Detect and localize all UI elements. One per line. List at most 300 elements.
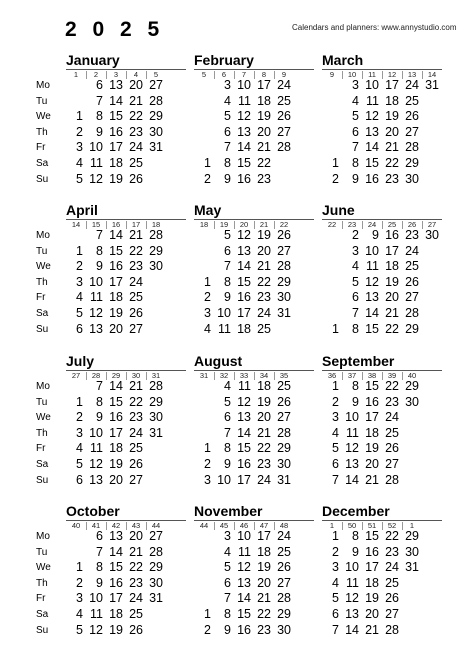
day-cell: 1 [76,243,83,258]
day-cell: 5 [332,441,339,456]
week-number: 50 [347,521,357,530]
day-cell: 23 [257,622,271,637]
day-cell: 16 [109,124,123,139]
day-cell: 26 [405,274,419,289]
day-cell: 12 [345,591,359,606]
week-number: 13 [407,70,417,79]
day-cell: 28 [277,591,291,606]
week-number: 51 [367,521,377,530]
day-cell: 6 [224,243,231,258]
day-cell: 7 [224,591,231,606]
day-cell: 16 [237,290,251,305]
day-cell: 9 [352,544,359,559]
day-cell: 9 [96,410,103,425]
day-cell: 8 [96,560,103,575]
day-cell: 8 [352,156,359,170]
day-cell: 3 [352,78,359,92]
day-cell: 4 [224,93,231,108]
day-cell: 23 [257,457,271,471]
week-number: 12 [387,70,397,79]
day-cell: 25 [277,544,291,559]
week-number: 36 [327,371,337,380]
month-name: November [194,503,263,519]
day-cell: 19 [365,591,379,606]
day-cell: 15 [365,156,379,170]
day-cell: 28 [405,140,419,155]
day-cell: 26 [129,306,143,320]
day-cell: 24 [405,78,419,92]
day-cell: 26 [129,622,143,637]
day-cell: 21 [365,622,379,637]
weekday-label: Th [36,577,48,589]
day-cell: 27 [149,529,163,543]
day-cell: 30 [149,410,163,425]
day-cell: 20 [257,410,271,425]
day-cell: 21 [257,591,271,606]
day-cell: 27 [277,410,291,425]
day-cell: 17 [365,410,379,425]
day-cell: 11 [90,156,103,170]
day-cell: 23 [385,544,399,559]
weekday-label: Fr [36,443,46,455]
day-cell: 20 [365,607,379,621]
day-cell: 15 [109,109,123,124]
day-cell: 11 [366,259,379,274]
day-cell: 13 [109,78,123,92]
day-cell: 10 [89,274,103,289]
day-cell: 10 [217,472,231,487]
day-cell: 13 [237,243,251,258]
day-cell: 29 [277,607,291,621]
day-cell: 14 [109,228,123,242]
day-cell: 31 [277,472,291,487]
day-cell: 19 [257,394,271,409]
day-cell: 16 [365,171,379,186]
day-cell: 21 [385,306,399,320]
weekday-label: Su [36,624,49,636]
week-number: 30 [131,371,141,380]
day-cell: 11 [238,379,251,393]
day-cell: 13 [365,124,379,139]
weekday-label: We [36,412,51,424]
day-cell: 13 [89,472,103,487]
day-cell: 4 [224,379,231,393]
weekday-label: We [36,261,51,273]
day-cell: 10 [345,410,359,425]
day-cell: 8 [352,379,359,393]
day-cell: 17 [365,560,379,575]
day-cell: 25 [129,290,143,305]
week-number: 21 [259,220,269,229]
day-cell: 29 [149,243,163,258]
day-cell: 1 [204,607,211,621]
day-cell: 9 [96,259,103,274]
day-cell: 23 [129,575,143,590]
day-cell: 24 [129,425,143,440]
day-cell: 25 [129,607,143,621]
week-number: 16 [111,220,121,229]
day-cell: 12 [89,622,103,637]
day-cell: 15 [109,243,123,258]
day-cell: 16 [365,394,379,409]
day-cell: 6 [76,321,83,336]
week-number: 1 [73,70,79,79]
day-cell: 11 [238,93,251,108]
day-cell: 16 [385,228,399,242]
day-cell: 1 [204,156,211,170]
day-cell: 7 [224,259,231,274]
day-cell: 10 [365,243,379,258]
weekday-label: Sa [36,308,49,319]
day-cell: 26 [385,591,399,606]
day-cell: 18 [257,544,271,559]
month-name: July [66,353,95,369]
day-cell: 26 [129,171,143,186]
day-cell: 19 [385,274,399,289]
day-cell: 24 [129,274,143,289]
day-cell: 16 [109,259,123,274]
day-cell: 28 [405,306,419,320]
week-number: 42 [111,521,121,530]
week-number: 5 [201,70,207,79]
day-cell: 17 [109,425,123,440]
day-cell: 5 [224,109,231,124]
day-cell: 26 [277,394,291,409]
day-cell: 24 [405,243,419,258]
day-cell: 29 [149,109,163,124]
day-cell: 2 [332,171,339,186]
day-cell: 15 [237,156,251,170]
weekday-label: Fr [36,292,46,304]
day-cell: 5 [224,228,231,242]
day-cell: 23 [257,171,271,186]
credit-link[interactable]: Calendars and planners: www.annystudio.com [292,23,457,32]
week-number: 32 [219,371,229,380]
month-name: May [194,202,222,218]
day-cell: 28 [149,379,163,393]
day-cell: 27 [129,321,143,336]
day-cell: 18 [109,441,123,456]
day-cell: 4 [224,544,231,559]
month-name: October [66,503,120,519]
day-cell: 9 [224,457,231,471]
day-cell: 8 [96,394,103,409]
week-number: 3 [113,70,119,79]
day-cell: 23 [385,394,399,409]
day-cell: 9 [224,622,231,637]
day-cell: 6 [352,290,359,305]
day-cell: 14 [345,622,359,637]
day-cell: 27 [385,607,399,621]
day-cell: 4 [332,575,339,590]
week-number: 45 [219,521,229,530]
day-cell: 17 [385,243,399,258]
day-cell: 11 [238,544,251,559]
day-cell: 6 [224,575,231,590]
week-number: 14 [71,220,81,229]
day-cell: 27 [405,290,419,305]
day-cell: 14 [109,93,123,108]
week-number: 31 [199,371,209,380]
day-cell: 3 [224,78,231,92]
day-cell: 18 [365,575,379,590]
weekday-label: Mo [36,230,50,241]
day-cell: 14 [237,259,251,274]
day-cell: 24 [385,560,399,575]
day-cell: 4 [352,259,359,274]
day-cell: 11 [90,290,103,305]
day-cell: 5 [352,109,359,124]
weekday-label: Mo [36,531,50,542]
day-cell: 22 [257,274,271,289]
day-cell: 6 [76,472,83,487]
day-cell: 25 [277,379,291,393]
day-cell: 30 [277,290,291,305]
day-cell: 20 [109,472,123,487]
day-cell: 5 [224,394,231,409]
day-cell: 18 [109,607,123,621]
day-cell: 14 [237,140,251,155]
day-cell: 25 [257,321,271,336]
day-cell: 5 [76,622,83,637]
week-number: 29 [111,371,121,380]
month-name: August [194,353,243,369]
day-cell: 26 [277,228,291,242]
day-cell: 4 [204,321,211,336]
day-cell: 1 [76,109,83,124]
day-cell: 4 [76,607,83,621]
day-cell: 1 [332,529,339,543]
weekday-label: Mo [36,80,50,91]
weekday-label: Su [36,323,49,335]
day-cell: 11 [218,321,231,336]
day-cell: 18 [109,156,123,170]
day-cell: 11 [90,607,103,621]
week-number: 41 [91,521,101,530]
day-cell: 21 [129,544,143,559]
day-cell: 21 [365,472,379,487]
day-cell: 27 [129,472,143,487]
day-cell: 29 [405,529,419,543]
day-cell: 18 [385,93,399,108]
day-cell: 18 [385,259,399,274]
week-number: 34 [259,371,269,380]
week-number: 25 [387,220,397,229]
day-cell: 22 [257,156,271,170]
week-number: 14 [427,70,437,79]
day-cell: 11 [346,575,359,590]
day-cell: 8 [96,243,103,258]
day-cell: 3 [204,472,211,487]
weekday-label: Su [36,474,49,486]
month-name: January [66,52,120,68]
day-cell: 27 [277,243,291,258]
weekday-label: Th [36,276,48,288]
day-cell: 13 [237,575,251,590]
day-cell: 2 [76,259,83,274]
day-cell: 1 [204,274,211,289]
day-cell: 19 [109,171,123,186]
day-cell: 16 [237,171,251,186]
day-cell: 14 [345,472,359,487]
week-number: 9 [329,70,335,79]
week-number: 31 [151,371,161,380]
week-number: 7 [241,70,247,79]
weekday-label: Su [36,173,49,185]
day-cell: 28 [277,425,291,440]
day-cell: 19 [109,622,123,637]
day-cell: 7 [96,93,103,108]
day-cell: 13 [89,321,103,336]
day-cell: 12 [237,394,251,409]
day-cell: 22 [385,321,399,336]
day-cell: 29 [405,321,419,336]
day-cell: 20 [385,290,399,305]
day-cell: 3 [76,591,83,606]
day-cell: 18 [237,321,251,336]
day-cell: 13 [237,124,251,139]
day-cell: 20 [129,78,143,92]
day-cell: 22 [129,109,143,124]
day-cell: 19 [109,306,123,320]
day-cell: 5 [76,457,83,471]
month-name: March [322,52,364,68]
day-cell: 14 [237,591,251,606]
day-cell: 11 [346,425,359,440]
day-cell: 1 [76,394,83,409]
month-name: September [322,353,395,369]
week-number: 6 [221,70,227,79]
day-cell: 8 [352,321,359,336]
day-cell: 26 [277,560,291,575]
day-cell: 6 [224,410,231,425]
day-cell: 29 [277,274,291,289]
day-cell: 5 [224,560,231,575]
day-cell: 15 [237,274,251,289]
day-cell: 26 [129,457,143,471]
day-cell: 21 [129,93,143,108]
weekday-label: Sa [36,459,49,470]
day-cell: 9 [96,124,103,139]
day-cell: 11 [366,93,379,108]
day-cell: 9 [352,171,359,186]
day-cell: 14 [365,140,379,155]
day-cell: 1 [76,560,83,575]
weekday-label: Th [36,126,48,138]
day-cell: 1 [332,156,339,170]
day-cell: 14 [237,425,251,440]
day-cell: 28 [149,93,163,108]
day-cell: 17 [257,529,271,543]
day-cell: 25 [129,441,143,456]
day-cell: 13 [345,457,359,471]
day-cell: 15 [365,321,379,336]
day-cell: 24 [257,472,271,487]
day-cell: 16 [109,410,123,425]
day-cell: 8 [224,607,231,621]
day-cell: 5 [76,306,83,320]
day-cell: 21 [385,140,399,155]
day-cell: 1 [332,321,339,336]
week-number: 52 [387,521,397,530]
day-cell: 15 [365,379,379,393]
day-cell: 11 [90,441,103,456]
day-cell: 4 [76,290,83,305]
day-cell: 28 [149,228,163,242]
day-cell: 27 [277,575,291,590]
day-cell: 27 [149,78,163,92]
day-cell: 29 [149,560,163,575]
day-cell: 5 [76,171,83,186]
day-cell: 26 [277,109,291,124]
day-cell: 2 [204,457,211,471]
day-cell: 9 [352,394,359,409]
day-cell: 2 [204,622,211,637]
day-cell: 22 [257,607,271,621]
day-cell: 2 [76,124,83,139]
day-cell: 9 [96,575,103,590]
day-cell: 14 [109,379,123,393]
week-number: 40 [407,371,417,380]
day-cell: 22 [129,560,143,575]
week-number: 33 [239,371,249,380]
week-number: 46 [239,521,249,530]
day-cell: 20 [385,124,399,139]
day-cell: 27 [385,457,399,471]
day-cell: 16 [237,457,251,471]
week-number: 44 [199,521,209,530]
day-cell: 30 [425,228,439,242]
week-number: 44 [151,521,161,530]
day-cell: 28 [149,544,163,559]
day-cell: 2 [76,575,83,590]
week-number: 18 [199,220,209,229]
day-cell: 12 [237,560,251,575]
day-cell: 22 [129,394,143,409]
week-number: 48 [279,521,289,530]
day-cell: 10 [237,78,251,92]
day-cell: 19 [257,109,271,124]
week-number: 4 [133,70,139,79]
day-cell: 25 [405,259,419,274]
weekday-label: Fr [36,142,46,154]
month-name: June [322,202,355,218]
day-cell: 23 [129,259,143,274]
day-cell: 3 [76,425,83,440]
day-cell: 17 [237,472,251,487]
day-cell: 20 [257,243,271,258]
day-cell: 7 [224,140,231,155]
day-cell: 18 [257,93,271,108]
weekday-label: Tu [36,396,48,408]
day-cell: 21 [129,379,143,393]
day-cell: 25 [405,93,419,108]
day-cell: 24 [277,529,291,543]
day-cell: 24 [385,410,399,425]
month-name: December [322,503,390,519]
day-cell: 19 [257,228,271,242]
weekday-label: Th [36,427,48,439]
day-cell: 28 [277,140,291,155]
day-cell: 27 [277,124,291,139]
day-cell: 26 [405,109,419,124]
day-cell: 9 [372,228,379,242]
day-cell: 30 [277,622,291,637]
day-cell: 31 [425,78,439,92]
week-number: 1 [329,521,335,530]
day-cell: 12 [365,109,379,124]
day-cell: 28 [277,259,291,274]
